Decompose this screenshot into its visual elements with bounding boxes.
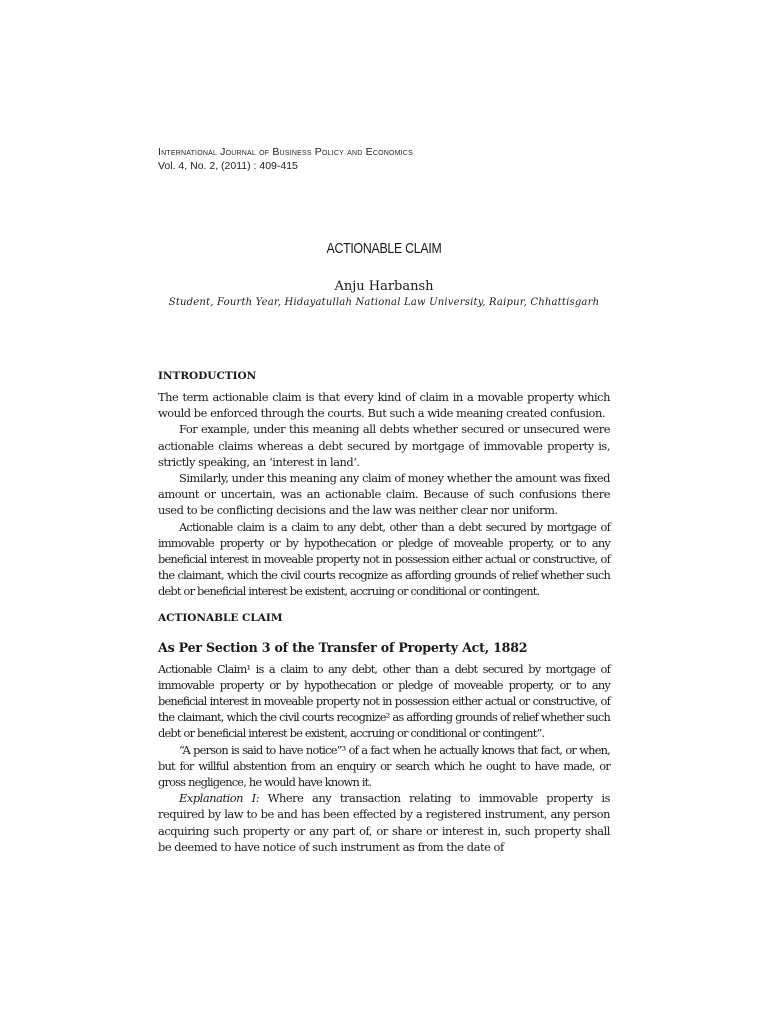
journal-header — [158, 145, 413, 173]
explanation-label: Explanation I: — [179, 791, 260, 806]
paragraph: Actionable claim is a claim to any debt, other than a debt secured by mortgage of immovable property or by hypothecation or pledge of moveable property, or to any beneficial interest in moveable property not in possession either actual or constructive, of the claimant, which the civil courts recognize as affording grounds of relief whether such debt or beneficial interest be existent, accruing or conditional or contingent. — [158, 519, 610, 599]
author-affiliation: Student, Fourth Year, Hidayatullah National Law University, Raipur, Chhattisgarh — [168, 297, 600, 308]
paragraph: Actionable Claim¹ is a claim to any debt, other than a debt secured by mortgage of immovable property or by hypothecation or pledge of moveable property, or to any beneficial interest in moveable property not in possession either actual or constructive, of the claimant, which the civil courts recognize² as affording grounds of relief whether such debt or beneficial interest be existent, accruing or conditional or contingent”. — [158, 661, 610, 741]
journal-volume: Vol. 4, No. 2, (2011) : 409-415 — [158, 160, 298, 172]
article-body — [158, 368, 610, 855]
paragraph — [158, 790, 610, 855]
paragraph: The term actionable claim is that every kind of claim in a movable property which would be enforced through the courts. But such a wide meaning created confusion. — [158, 390, 610, 421]
section-heading-introduction: INTRODUCTION — [158, 370, 257, 382]
explanation-text: Where any transaction relating to immovable property is required by law to be and has been effected by a registered instrument, any person acquiring such property or any part of, or share or interest in, such property shall be deemed to have notice of such instrument as from the date of — [158, 791, 610, 854]
paragraph: Similarly, under this meaning any claim of money whether the amount was fixed amount or uncertain, was an actionable claim. Because of such confusions there used to be conflicting decisions and the law was neither clear nor uniform. — [158, 471, 610, 518]
journal-name: International Journal of Business Policy and Economics — [158, 146, 413, 158]
article-title: ACTIONABLE CLAIM — [326, 240, 442, 257]
paragraph: “A person is said to have notice”³ of a fact when he actually knows that fact, or when, but for willful abstention from an enquiry or search which he ought to have made, or gross negligence, he would have known it. — [158, 742, 610, 790]
subsection-heading: As Per Section 3 of the Transfer of Property Act, 1882 — [158, 639, 528, 655]
paragraph: For example, under this meaning all debts whether secured or unsecured were actionable claims whereas a debt secured by mortgage of immovable property is, strictly speaking, an ‘interest in land’. — [158, 422, 610, 469]
section-heading-actionable-claim: ACTIONABLE CLAIM — [158, 611, 283, 624]
article-author: Anju Harbansh — [334, 279, 434, 294]
